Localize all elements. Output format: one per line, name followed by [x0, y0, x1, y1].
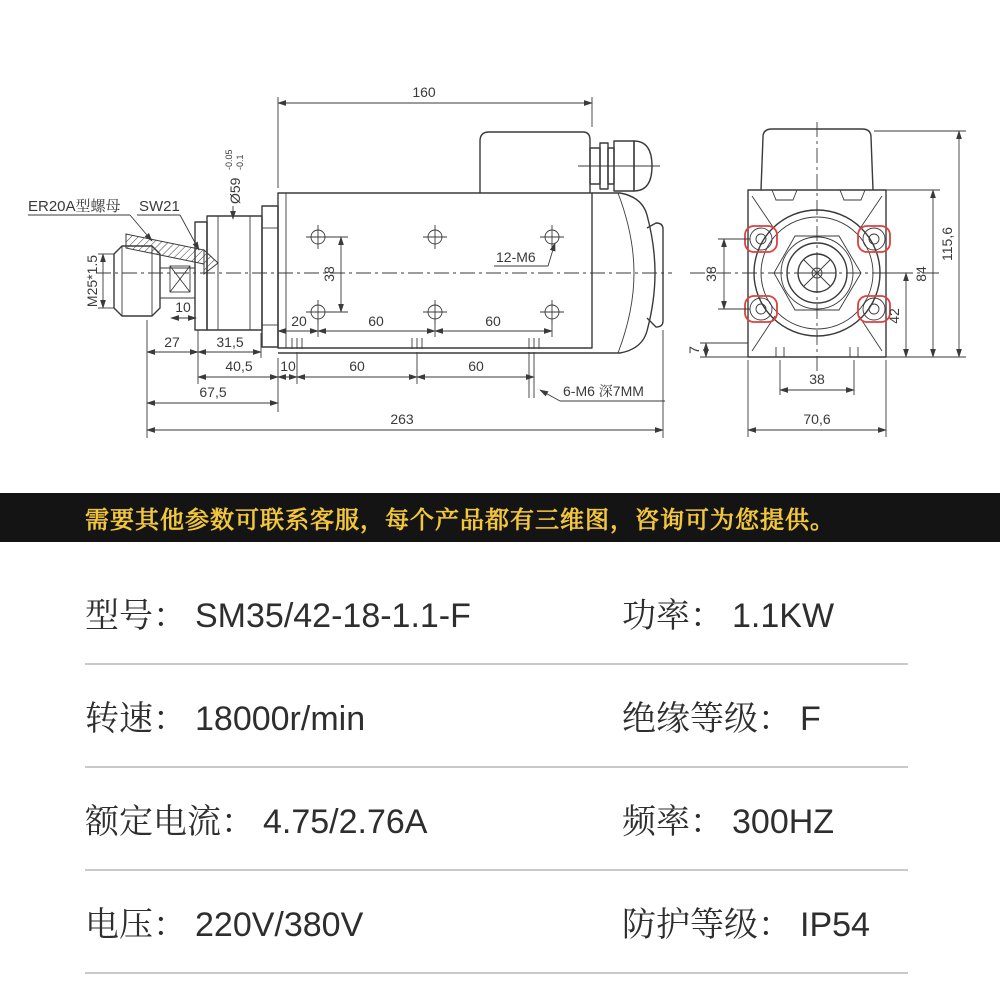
side-view	[28, 84, 672, 438]
spec-label-frequency: 频率：	[622, 803, 724, 841]
notice-banner-text: 需要其他参数可联系客服，每个产品都有三维图，咨询可为您提供。	[85, 507, 835, 534]
dim-hole-offset: 20	[291, 313, 307, 329]
spec-label-model: 型号：	[85, 597, 187, 635]
spec-row-current-frequency	[85, 768, 908, 871]
spec-label-current: 额定电流：	[85, 803, 255, 841]
spec-cell	[622, 691, 908, 740]
dim-nose-step: 10	[175, 299, 191, 315]
dim-slot-spacing: 38	[809, 371, 825, 387]
spec-label-protection: 防护等级：	[622, 906, 792, 944]
dim-bolt-v-spacing: 38	[703, 266, 719, 282]
label-er20a-nut: ER20A型螺母	[28, 198, 121, 215]
dim-shaft-tol-lower: -0.1	[235, 154, 245, 170]
dim-foot: 7	[686, 346, 702, 354]
spec-value-voltage: 220V/380V	[195, 906, 364, 944]
label-sw21: SW21	[139, 198, 180, 215]
dim-hole-v-spacing: 38	[321, 266, 337, 282]
spec-cell	[85, 897, 622, 946]
spec-row-speed-insulation	[85, 665, 908, 768]
spec-row-model-power	[85, 562, 908, 665]
spec-label-voltage: 电压：	[85, 906, 187, 944]
spec-cell	[85, 588, 622, 637]
dim-nose-length: 31,5	[216, 334, 244, 350]
dim-shaft-diameter: Ø59	[227, 177, 243, 204]
technical-drawing	[0, 0, 1000, 475]
spec-value-speed: 18000r/min	[195, 700, 366, 738]
dim-slot-offset: 10	[280, 358, 296, 374]
dim-total-height: 115,6	[939, 227, 955, 261]
dim-hole-pitch-a: 60	[368, 313, 384, 329]
dim-slot-pitch-b: 60	[468, 358, 484, 374]
dim-shaft-total: 67,5	[199, 384, 227, 400]
dim-nut-length: 27	[164, 334, 180, 350]
spec-value-power: 1.1KW	[732, 597, 835, 635]
dim-160: 160	[412, 84, 436, 100]
dim-shaft-tol-upper: -0.05	[224, 149, 234, 170]
spec-value-frequency: 300HZ	[732, 803, 835, 841]
dim-end-width: 70,6	[803, 411, 831, 427]
spec-cell	[622, 897, 908, 946]
notice-banner	[0, 493, 1000, 542]
spec-value-current: 4.75/2.76A	[263, 803, 428, 841]
dim-total-length: 263	[390, 411, 414, 427]
spec-value-model: SM35/42-18-1.1-F	[195, 597, 471, 635]
spec-row-voltage-protection	[85, 871, 908, 974]
label-6m6: 6-M6 深7MM	[563, 383, 644, 399]
spec-label-power: 功率：	[622, 597, 724, 635]
spec-label-speed: 转速：	[85, 700, 187, 738]
spec-value-insulation: F	[800, 700, 821, 738]
dim-hole-pitch-b: 60	[485, 313, 501, 329]
dim-center-to-base: 42	[886, 308, 902, 324]
spec-cell	[85, 691, 622, 740]
mounting-holes	[306, 225, 564, 324]
dim-thread: M25*1.5	[84, 254, 100, 308]
end-view	[686, 122, 966, 437]
spec-label-insulation: 绝缘等级：	[622, 700, 792, 738]
spec-value-protection: IP54	[800, 906, 870, 944]
spec-cell	[85, 794, 622, 843]
dim-flange-height: 84	[913, 266, 929, 282]
spec-cell	[622, 588, 908, 637]
cable-gland	[578, 141, 660, 191]
spec-cell	[622, 794, 908, 843]
label-12m6: 12-M6	[496, 249, 536, 265]
dim-slot-pitch-a: 60	[349, 358, 365, 374]
dim-front-length: 40,5	[225, 358, 253, 374]
spec-table	[85, 562, 908, 974]
collet-nut	[114, 234, 218, 316]
